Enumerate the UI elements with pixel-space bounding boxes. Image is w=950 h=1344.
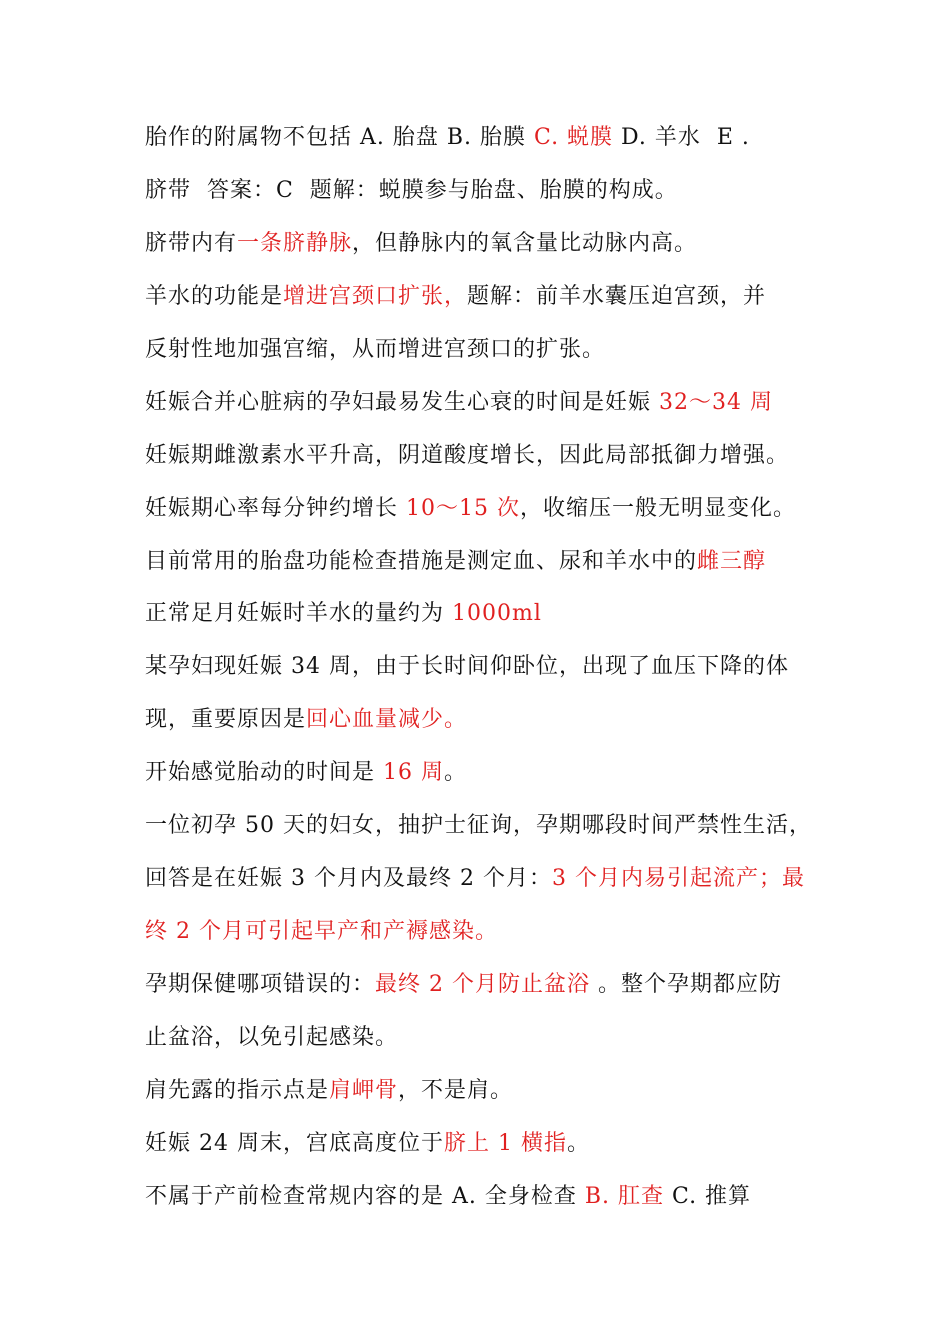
body-text: 现，重要原因是 bbox=[145, 707, 307, 732]
body-text: C. 推算 bbox=[664, 1184, 752, 1209]
body-text: 胎作的附属物不包括 A. 胎盘 B. 胎膜 bbox=[145, 125, 535, 150]
body-text: 目前常用的胎盘功能检查措施是测定血、尿和羊水中的 bbox=[145, 549, 698, 574]
body-text: 孕期保健哪项错误的： bbox=[145, 972, 376, 997]
highlighted-answer-text: 脐上 1 横指 bbox=[443, 1131, 567, 1156]
text-line bbox=[145, 123, 830, 153]
highlighted-answer-text: 3 个月内易引起流产；最 bbox=[551, 866, 805, 891]
highlighted-answer-text: 回心血量减少。 bbox=[306, 707, 468, 732]
text-line bbox=[145, 970, 830, 1000]
text-line bbox=[145, 864, 830, 894]
body-text: 止盆浴，以免引起感染。 bbox=[145, 1025, 399, 1050]
text-line bbox=[145, 1129, 830, 1159]
body-text: 妊娠 24 周末，宫底高度位于 bbox=[145, 1131, 444, 1156]
highlighted-answer-text: 雌三醇 bbox=[697, 549, 767, 574]
text-line bbox=[145, 1182, 830, 1212]
body-text: ，但静脉内的氧含量比动脉内高。 bbox=[352, 231, 698, 256]
text-line bbox=[145, 917, 830, 947]
text-line bbox=[145, 282, 830, 312]
text-line bbox=[145, 494, 830, 524]
text-line bbox=[145, 441, 830, 471]
body-text: 肩先露的指示点是 bbox=[145, 1078, 330, 1103]
text-line bbox=[145, 599, 830, 629]
body-text: 羊水的功能是 bbox=[145, 284, 284, 309]
text-line bbox=[145, 229, 830, 259]
highlighted-answer-text: 最终 2 个月防止盆浴 bbox=[375, 972, 590, 997]
body-text: 。 bbox=[566, 1131, 590, 1156]
body-text: ，收缩压一般无明显变化。 bbox=[519, 496, 796, 521]
text-line bbox=[145, 547, 830, 577]
body-text: ，不是肩。 bbox=[398, 1078, 514, 1103]
text-line bbox=[145, 1023, 830, 1053]
body-text: 妊娠期雌激素水平升高，阴道酸度增长，因此局部抵御力增强。 bbox=[145, 443, 790, 468]
highlighted-answer-text: 32～34 周 bbox=[659, 390, 773, 415]
highlighted-answer-text: 1000ml bbox=[452, 601, 542, 626]
text-line bbox=[145, 1076, 830, 1106]
text-line bbox=[145, 758, 830, 788]
highlighted-answer-text: 增进宫颈口扩张， bbox=[283, 284, 468, 309]
highlighted-answer-text: 16 周 bbox=[383, 760, 444, 785]
highlighted-answer-text: 肩岬骨 bbox=[329, 1078, 399, 1103]
body-text: 反射性地加强宫缩，从而增进宫颈口的扩张。 bbox=[145, 337, 606, 362]
highlighted-answer-text: 一条脐静脉 bbox=[237, 231, 353, 256]
text-line bbox=[145, 705, 830, 735]
body-text: D. 羊水 E . bbox=[613, 125, 750, 150]
body-text: 一位初孕 50 天的妇女，抽护士征询，孕期哪段时间严禁性生活， bbox=[145, 813, 812, 838]
body-text: 正常足月妊娠时羊水的量约为 bbox=[145, 601, 452, 626]
body-text: 。整个孕期都应防 bbox=[590, 972, 782, 997]
body-text: 题解：前羊水囊压迫宫颈，并 bbox=[467, 284, 767, 309]
body-text: 脐带 答案：C 题解：蜕膜参与胎盘、胎膜的构成。 bbox=[145, 178, 678, 203]
highlighted-answer-text: C. 蜕膜 bbox=[534, 125, 614, 150]
text-line bbox=[145, 388, 830, 418]
body-text: 不属于产前检查常规内容的是 A. 全身检查 bbox=[145, 1184, 585, 1209]
body-text: 开始感觉胎动的时间是 bbox=[145, 760, 383, 785]
text-line bbox=[145, 176, 830, 206]
highlighted-answer-text: B. 肛查 bbox=[584, 1184, 665, 1209]
body-text: 。 bbox=[444, 760, 468, 785]
body-text: 回答是在妊娠 3 个月内及最终 2 个月： bbox=[145, 866, 552, 891]
text-line bbox=[145, 652, 830, 682]
body-text: 妊娠期心率每分钟约增长 bbox=[145, 496, 406, 521]
highlighted-answer-text: 10～15 次 bbox=[406, 496, 520, 521]
highlighted-answer-text: 终 2 个月可引起早产和产褥感染。 bbox=[145, 919, 498, 944]
body-text: 某孕妇现妊娠 34 周，由于长时间仰卧位，出现了血压下降的体 bbox=[145, 654, 789, 679]
body-text: 脐带内有 bbox=[145, 231, 238, 256]
body-text: 妊娠合并心脏病的孕妇最易发生心衰的时间是妊娠 bbox=[145, 390, 659, 415]
text-line bbox=[145, 335, 830, 365]
text-line bbox=[145, 811, 830, 841]
